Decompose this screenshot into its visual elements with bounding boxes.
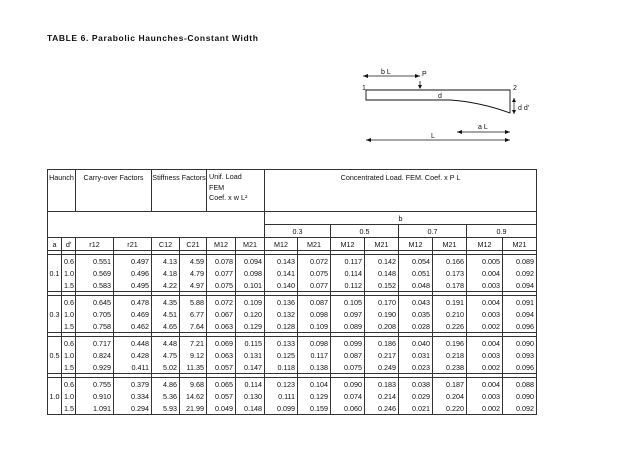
table-cell: 5.02 xyxy=(152,361,180,374)
table-cell: 0.462 xyxy=(114,320,152,333)
column-header: r12 xyxy=(76,238,114,251)
table-cell: 0.125 xyxy=(265,349,298,361)
table-cell: 0.120 xyxy=(236,308,265,320)
d-value: 1.5 xyxy=(62,320,76,333)
table-cell: 5.36 xyxy=(152,390,180,402)
table-cell: 0.187 xyxy=(433,378,467,391)
a-value xyxy=(48,279,62,292)
table-cell: 0.705 xyxy=(76,308,114,320)
table-cell: 0.448 xyxy=(114,337,152,350)
table-cell: 9.68 xyxy=(180,378,207,391)
table-cell: 0.129 xyxy=(236,320,265,333)
table-cell: 0.105 xyxy=(331,296,365,309)
table-cell: 6.77 xyxy=(180,308,207,320)
table-cell: 0.049 xyxy=(207,402,236,415)
table-cell: 0.029 xyxy=(399,390,433,402)
table-row xyxy=(48,378,537,391)
table-row xyxy=(48,320,537,333)
table-cell: 7.21 xyxy=(180,337,207,350)
d-value: 1.0 xyxy=(62,349,76,361)
table-cell: 0.098 xyxy=(298,337,331,350)
table-cell: 0.104 xyxy=(298,378,331,391)
column-header: M12 xyxy=(207,238,236,251)
table-cell: 0.060 xyxy=(331,402,365,415)
table-cell: 0.583 xyxy=(76,279,114,292)
table-cell: 0.072 xyxy=(207,296,236,309)
table-row xyxy=(48,390,537,402)
column-header: M12 xyxy=(399,238,433,251)
table-cell: 0.191 xyxy=(433,296,467,309)
b-value-1: 0.5 xyxy=(331,225,399,238)
table-cell: 0.214 xyxy=(365,390,399,402)
table-cell: 0.190 xyxy=(365,308,399,320)
table-cell: 0.334 xyxy=(114,390,152,402)
table-cell: 9.12 xyxy=(180,349,207,361)
b-header: b xyxy=(265,212,537,225)
b-value-2: 0.7 xyxy=(399,225,467,238)
table-cell: 0.057 xyxy=(207,361,236,374)
table-cell: 0.117 xyxy=(331,255,365,268)
table-cell: 0.090 xyxy=(331,378,365,391)
table-row xyxy=(48,267,537,279)
table-cell: 0.089 xyxy=(331,320,365,333)
table-cell: 7.64 xyxy=(180,320,207,333)
a-value xyxy=(48,361,62,374)
table-cell: 0.118 xyxy=(265,361,298,374)
column-header: C12 xyxy=(152,238,180,251)
table-cell: 0.004 xyxy=(467,267,503,279)
table-cell: 0.096 xyxy=(503,361,537,374)
table-cell: 0.226 xyxy=(433,320,467,333)
table-cell: 0.115 xyxy=(236,337,265,350)
table-cell: 0.114 xyxy=(236,378,265,391)
d-value: 1.0 xyxy=(62,308,76,320)
table-cell: 0.077 xyxy=(207,267,236,279)
table-cell: 0.217 xyxy=(365,349,399,361)
concentrated-load-header: Concentrated Load. FEM. Coef. x P L xyxy=(265,170,537,212)
column-header: M21 xyxy=(433,238,467,251)
b-value-3: 0.9 xyxy=(467,225,537,238)
table-cell: 4.48 xyxy=(152,337,180,350)
table-cell: 5.93 xyxy=(152,402,180,415)
table-cell: 0.101 xyxy=(236,279,265,292)
table-cell: 0.147 xyxy=(236,361,265,374)
al-label: a L xyxy=(478,124,488,131)
table-cell: 0.196 xyxy=(433,337,467,350)
d-value: 1.5 xyxy=(62,279,76,292)
table-cell: 0.065 xyxy=(207,378,236,391)
column-header: M21 xyxy=(298,238,331,251)
column-header: M12 xyxy=(331,238,365,251)
table-cell: 0.088 xyxy=(503,378,537,391)
table-cell: 0.054 xyxy=(399,255,433,268)
table-cell: 0.109 xyxy=(236,296,265,309)
table-cell: 0.183 xyxy=(365,378,399,391)
table-cell: 0.087 xyxy=(298,296,331,309)
table-cell: 0.057 xyxy=(207,390,236,402)
table-cell: 0.131 xyxy=(236,349,265,361)
table-cell: 0.128 xyxy=(265,320,298,333)
table-cell: 0.159 xyxy=(298,402,331,415)
table-row xyxy=(48,349,537,361)
end-1-label: 1 xyxy=(362,85,366,92)
table-cell: 14.62 xyxy=(180,390,207,402)
a-value xyxy=(48,296,62,309)
table-cell: 0.117 xyxy=(298,349,331,361)
table-cell: 0.003 xyxy=(467,390,503,402)
table-row xyxy=(48,402,537,415)
table-cell: 0.048 xyxy=(399,279,433,292)
d-value: 1.5 xyxy=(62,402,76,415)
table-title: TABLE 6. Parabolic Haunches-Constant Width xyxy=(47,33,259,43)
table-cell: 11.35 xyxy=(180,361,207,374)
table-cell: 0.138 xyxy=(298,361,331,374)
table-row xyxy=(48,337,537,350)
table-cell: 0.090 xyxy=(503,390,537,402)
table-cell: 0.023 xyxy=(399,361,433,374)
table-cell: 0.148 xyxy=(365,267,399,279)
table-cell: 0.004 xyxy=(467,378,503,391)
b-value-0: 0.3 xyxy=(265,225,331,238)
table-cell: 0.111 xyxy=(265,390,298,402)
table-cell: 0.099 xyxy=(265,402,298,415)
l-label: L xyxy=(431,133,435,140)
dd-label: d d' xyxy=(518,105,530,112)
unif-load-line1: Unif. Load xyxy=(209,172,242,181)
a-value: 0.3 xyxy=(49,309,60,319)
table-cell: 0.078 xyxy=(207,255,236,268)
unif-load-line2: FEM xyxy=(209,182,225,192)
table-cell: 0.087 xyxy=(331,349,365,361)
column-header: C21 xyxy=(180,238,207,251)
a-value xyxy=(48,320,62,333)
column-header-row xyxy=(48,238,537,251)
table-cell: 0.123 xyxy=(265,378,298,391)
d-value: 0.6 xyxy=(62,296,76,309)
table-cell: 0.067 xyxy=(207,308,236,320)
stiffness-header: Stiffness Factors xyxy=(152,170,207,212)
haunch-header: Haunch xyxy=(48,170,76,212)
haunch-table xyxy=(47,169,537,415)
table-cell: 1.091 xyxy=(76,402,114,415)
d-label: d xyxy=(438,93,442,100)
table-cell: 0.002 xyxy=(467,402,503,415)
table-cell: 0.238 xyxy=(433,361,467,374)
d-value: 1.5 xyxy=(62,361,76,374)
table-cell: 0.040 xyxy=(399,337,433,350)
table-cell: 0.003 xyxy=(467,308,503,320)
table-cell: 0.091 xyxy=(503,296,537,309)
table-cell: 0.028 xyxy=(399,320,433,333)
table-cell: 0.075 xyxy=(298,267,331,279)
table-cell: 0.003 xyxy=(467,279,503,292)
table-cell: 0.143 xyxy=(265,255,298,268)
table-cell: 0.428 xyxy=(114,349,152,361)
table-cell: 0.031 xyxy=(399,349,433,361)
a-value: 0.5 xyxy=(49,350,60,360)
table-cell: 4.13 xyxy=(152,255,180,268)
table-cell: 4.79 xyxy=(180,267,207,279)
table-cell: 0.005 xyxy=(467,255,503,268)
table-cell: 0.130 xyxy=(236,390,265,402)
table-row xyxy=(48,361,537,374)
table-cell: 0.004 xyxy=(467,337,503,350)
table-cell: 4.65 xyxy=(152,320,180,333)
table-cell: 4.35 xyxy=(152,296,180,309)
table-cell: 0.075 xyxy=(207,279,236,292)
table-cell: 0.208 xyxy=(365,320,399,333)
bl-label: b L xyxy=(381,69,391,76)
carry-over-header: Carry-over Factors xyxy=(76,170,152,212)
table-cell: 0.141 xyxy=(265,267,298,279)
table-cell: 0.170 xyxy=(365,296,399,309)
p-label: P xyxy=(422,71,427,78)
table-cell: 4.18 xyxy=(152,267,180,279)
table-cell: 0.178 xyxy=(433,279,467,292)
table-cell: 0.003 xyxy=(467,349,503,361)
d-value: 1.0 xyxy=(62,267,76,279)
table-cell: 0.717 xyxy=(76,337,114,350)
table-cell: 0.929 xyxy=(76,361,114,374)
table-cell: 21.99 xyxy=(180,402,207,415)
table-cell: 0.152 xyxy=(365,279,399,292)
table-row xyxy=(48,279,537,292)
table-cell: 0.051 xyxy=(399,267,433,279)
table-cell: 4.97 xyxy=(180,279,207,292)
table-cell: 0.551 xyxy=(76,255,114,268)
table-cell: 0.093 xyxy=(503,349,537,361)
table-cell: 0.186 xyxy=(365,337,399,350)
column-header: M21 xyxy=(236,238,265,251)
table-cell: 0.077 xyxy=(298,279,331,292)
table-cell: 0.133 xyxy=(265,337,298,350)
table-cell: 0.112 xyxy=(331,279,365,292)
column-header: M21 xyxy=(503,238,537,251)
table-row xyxy=(48,296,537,309)
table-cell: 0.114 xyxy=(331,267,365,279)
table-cell: 0.246 xyxy=(365,402,399,415)
table-cell: 0.063 xyxy=(207,320,236,333)
table-cell: 0.098 xyxy=(298,308,331,320)
table-cell: 0.645 xyxy=(76,296,114,309)
table-cell: 0.094 xyxy=(236,255,265,268)
d-value: 0.6 xyxy=(62,337,76,350)
table-cell: 0.294 xyxy=(114,402,152,415)
table-cell: 0.072 xyxy=(298,255,331,268)
table-cell: 0.075 xyxy=(331,361,365,374)
table-cell: 0.089 xyxy=(503,255,537,268)
table-cell: 4.75 xyxy=(152,349,180,361)
table-cell: 4.86 xyxy=(152,378,180,391)
table-cell: 0.824 xyxy=(76,349,114,361)
table-cell: 0.411 xyxy=(114,361,152,374)
table-cell: 0.132 xyxy=(265,308,298,320)
table-cell: 0.069 xyxy=(207,337,236,350)
column-header: M12 xyxy=(265,238,298,251)
table-cell: 0.569 xyxy=(76,267,114,279)
table-cell: 0.166 xyxy=(433,255,467,268)
table-cell: 0.758 xyxy=(76,320,114,333)
table-cell: 0.021 xyxy=(399,402,433,415)
d-value: 1.0 xyxy=(62,390,76,402)
table-cell: 0.148 xyxy=(236,402,265,415)
table-cell: 0.002 xyxy=(467,320,503,333)
table-cell: 0.142 xyxy=(365,255,399,268)
table-cell: 0.910 xyxy=(76,390,114,402)
table-cell: 0.755 xyxy=(76,378,114,391)
a-value xyxy=(48,337,62,350)
table-cell: 0.136 xyxy=(265,296,298,309)
table-cell: 0.210 xyxy=(433,308,467,320)
table-row xyxy=(48,308,537,320)
haunch-diagram xyxy=(0,0,638,170)
table-cell: 0.094 xyxy=(503,279,537,292)
table-cell: 0.074 xyxy=(331,390,365,402)
column-header: a xyxy=(48,238,62,251)
a-value xyxy=(48,378,62,391)
a-value: 0.1 xyxy=(49,268,60,278)
table-cell: 4.59 xyxy=(180,255,207,268)
table-cell: 4.22 xyxy=(152,279,180,292)
table-cell: 0.099 xyxy=(331,337,365,350)
table-cell: 0.129 xyxy=(298,390,331,402)
column-header: d' xyxy=(62,238,76,251)
table-row xyxy=(48,255,537,268)
table-cell: 0.379 xyxy=(114,378,152,391)
table-cell: 0.496 xyxy=(114,267,152,279)
table-cell: 5.88 xyxy=(180,296,207,309)
table-cell: 0.173 xyxy=(433,267,467,279)
unif-load-line3: Coef. x w L² xyxy=(209,193,248,202)
table-cell: 0.497 xyxy=(114,255,152,268)
table-cell: 0.097 xyxy=(331,308,365,320)
end-2-label: 2 xyxy=(513,85,517,92)
table-cell: 0.495 xyxy=(114,279,152,292)
table-cell: 0.092 xyxy=(503,267,537,279)
table-cell: 0.478 xyxy=(114,296,152,309)
unif-load-header xyxy=(207,170,265,212)
table-cell: 0.098 xyxy=(236,267,265,279)
table-cell: 0.220 xyxy=(433,402,467,415)
column-header: r21 xyxy=(114,238,152,251)
a-value: 1.0 xyxy=(49,391,60,401)
table-cell: 0.094 xyxy=(503,308,537,320)
table-cell: 0.002 xyxy=(467,361,503,374)
table-cell: 0.218 xyxy=(433,349,467,361)
table-cell: 0.249 xyxy=(365,361,399,374)
table-cell: 0.109 xyxy=(298,320,331,333)
table-cell: 0.204 xyxy=(433,390,467,402)
table-cell: 0.063 xyxy=(207,349,236,361)
a-value xyxy=(48,255,62,268)
d-value: 0.6 xyxy=(62,255,76,268)
table-cell: 0.469 xyxy=(114,308,152,320)
table-cell: 0.043 xyxy=(399,296,433,309)
a-value xyxy=(48,402,62,415)
table-cell: 0.090 xyxy=(503,337,537,350)
d-value: 0.6 xyxy=(62,378,76,391)
table-cell: 0.096 xyxy=(503,320,537,333)
table-cell: 0.038 xyxy=(399,378,433,391)
column-header: M21 xyxy=(365,238,399,251)
table-cell: 0.035 xyxy=(399,308,433,320)
table-cell: 0.140 xyxy=(265,279,298,292)
table-cell: 0.092 xyxy=(503,402,537,415)
table-cell: 4.51 xyxy=(152,308,180,320)
table-cell: 0.004 xyxy=(467,296,503,309)
column-header: M12 xyxy=(467,238,503,251)
